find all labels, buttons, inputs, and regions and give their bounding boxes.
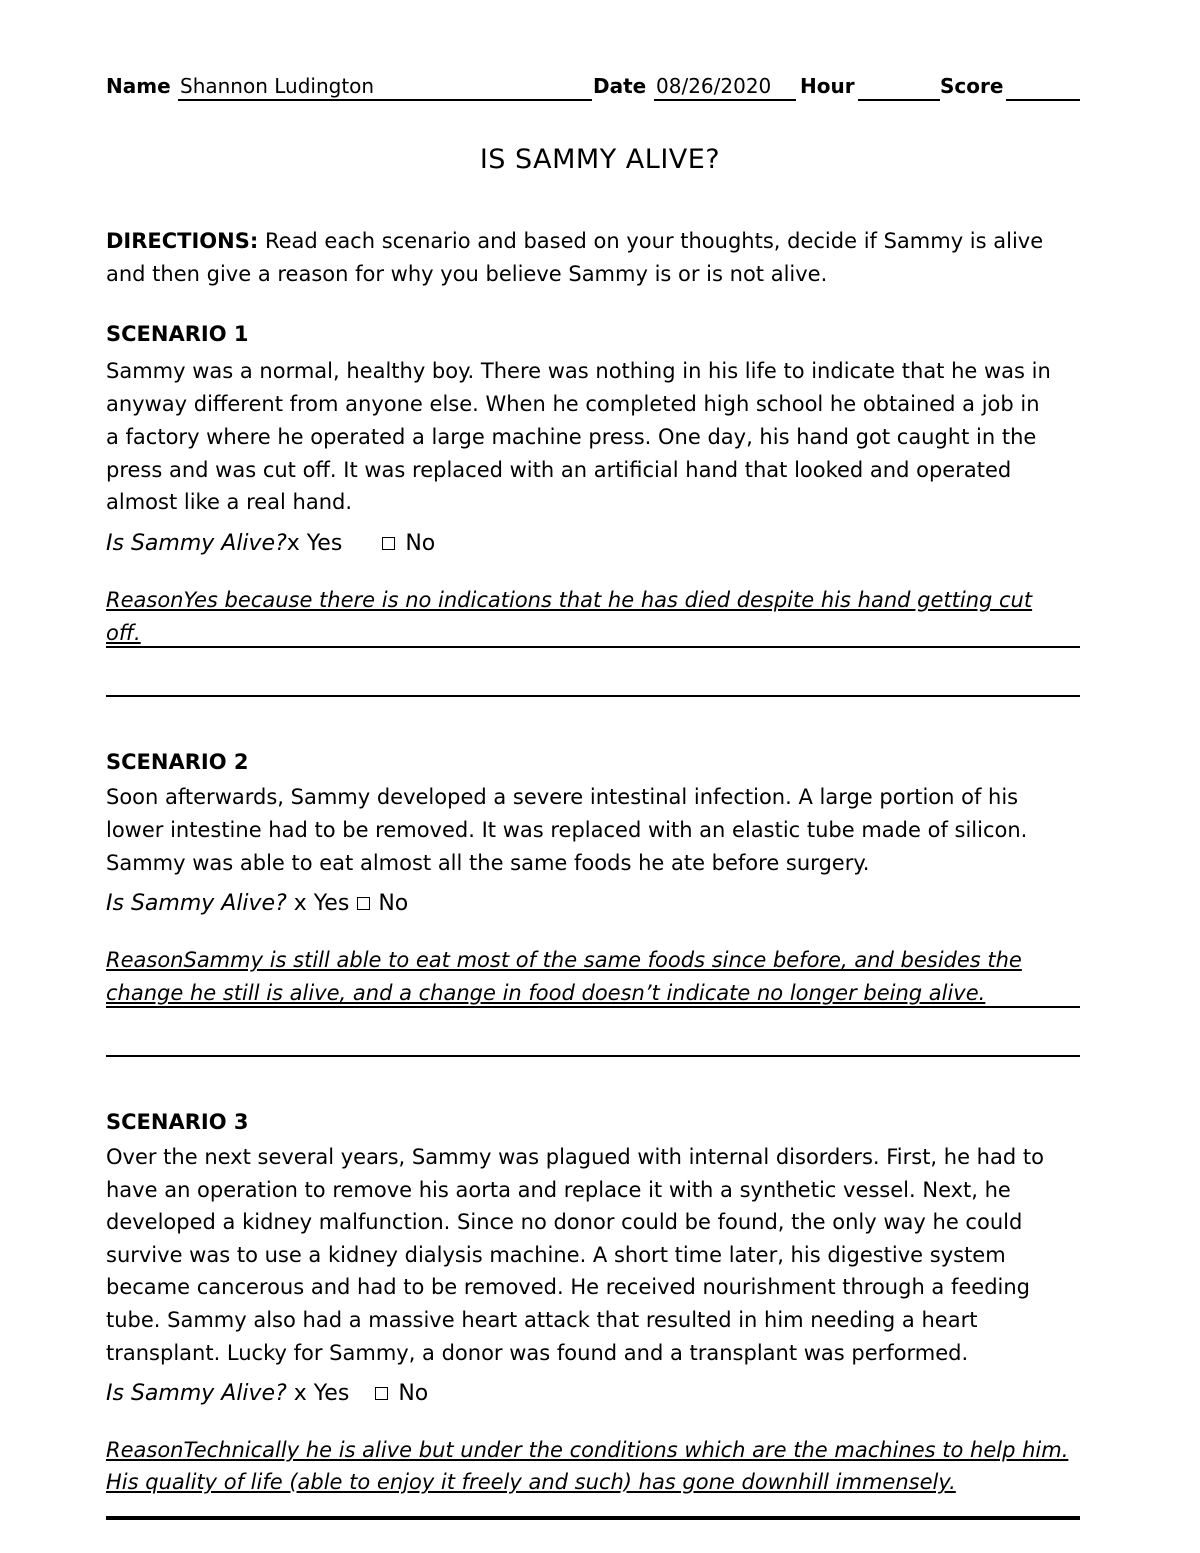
scenario-2-question-text: Is Sammy Alive? [106, 891, 287, 916]
scenario-2-heading: SCENARIO 2 [106, 750, 249, 774]
scenario-2-no-option[interactable]: No [378, 891, 409, 916]
scenario-1-reason-line-1[interactable] [106, 588, 1032, 612]
score-label: Score [940, 74, 1004, 98]
scenario-1-line: a factory where he operated a large machine press. One day, his hand got caught in the [106, 425, 1037, 449]
scenario-2-no-checkbox[interactable] [357, 897, 370, 910]
scenario-3-no-checkbox[interactable] [375, 1387, 388, 1400]
scenario-2-reason-line-1[interactable] [106, 948, 1022, 972]
scenario-1-line: anyway different from anyone else. When he completed high school he obtained a job in [106, 392, 1040, 416]
scenario-1-no-checkbox[interactable] [382, 537, 395, 550]
scenario-2-question [106, 891, 408, 916]
scenario-3-question-text: Is Sammy Alive? [106, 1381, 287, 1406]
scenario-2-reason-label: Reason [106, 948, 184, 972]
scenario-3-line: transplant. Lucky for Sammy, a donor was found and a transplant was performed. [106, 1341, 969, 1365]
scenario-3-line: tube. Sammy also had a massive heart attack that resulted in him needing a heart [106, 1308, 978, 1332]
scenario-1-no-option[interactable]: No [405, 531, 436, 556]
scenario-1-answer-rule [106, 646, 1080, 648]
directions-line-2: and then give a reason for why you believe Sammy is or is not alive. [106, 262, 828, 286]
scenario-2-reason-line-2[interactable]: change he still is alive, and a change in food doesn’t indicate no longer being alive. [106, 981, 986, 1005]
scenario-1-question-text: Is Sammy Alive? [106, 531, 287, 556]
scenario-3-line: developed a kidney malfunction. Since no donor could be found, the only way he could [106, 1210, 1023, 1234]
directions-line-1 [106, 225, 1043, 258]
directions-text-1: Read each scenario and based on your thoughts, decide if Sammy is alive [264, 229, 1044, 253]
scenario-3-answer-rule[interactable] [106, 1516, 1080, 1520]
scenario-1-reason-line-2[interactable]: off. [106, 621, 141, 645]
date-label: Date [593, 74, 647, 98]
scenario-2-reason-text: Sammy is still able to eat most of the same foods since before, and besides the [183, 948, 1022, 972]
scenario-3-line: have an operation to remove his aorta and replace it with a synthetic vessel. Next, he [106, 1178, 1011, 1202]
scenario-3-reason-line-2[interactable]: His quality of life (able to enjoy it freely and such) has gone downhill immensely. [106, 1470, 956, 1494]
date-field[interactable]: 08/26/2020 [656, 74, 772, 98]
name-field[interactable]: Shannon Ludington [180, 74, 375, 98]
scenario-1-reason-text: Yes because there is no indications that he has died despite his hand getting cut [183, 588, 1033, 612]
scenario-1-yes-option[interactable]: x Yes [286, 531, 343, 556]
scenario-2-yes-option[interactable]: x Yes [293, 891, 350, 916]
scenario-2-answer-rule [106, 1006, 1080, 1008]
date-underline [654, 99, 796, 101]
scenario-3-line: Over the next several years, Sammy was plagued with internal disorders. First, he had to [106, 1145, 1044, 1169]
scenario-1-line: Sammy was a normal, healthy boy. There was nothing in his life to indicate that he was in [106, 359, 1051, 383]
scenario-1-answer-rule[interactable] [106, 695, 1080, 697]
scenario-1-question [106, 531, 435, 556]
scenario-1-reason-label: Reason [106, 588, 184, 612]
worksheet-header [106, 74, 1080, 102]
scenario-1-line: press and was cut off. It was replaced with an artificial hand that looked and operated [106, 458, 1012, 482]
scenario-3-heading: SCENARIO 3 [106, 1110, 249, 1134]
scenario-3-yes-option[interactable]: x Yes [293, 1381, 350, 1406]
hour-label: Hour [800, 74, 855, 98]
scenario-3-reason-label: Reason [106, 1438, 184, 1462]
page-title: IS SAMMY ALIVE? [479, 144, 721, 175]
scenario-3-line: became cancerous and had to be removed. He received nourishment through a feeding [106, 1275, 1031, 1299]
name-underline [178, 99, 592, 101]
scenario-3-reason-line-1[interactable] [106, 1438, 1068, 1462]
name-label: Name [106, 74, 171, 98]
scenario-1-line: almost like a real hand. [106, 490, 353, 514]
scenario-3-question [106, 1381, 428, 1406]
directions-label: DIRECTIONS: [106, 229, 259, 253]
scenario-3-line: survive was to use a kidney dialysis machine. A short time later, his digestive system [106, 1243, 1006, 1267]
scenario-2-line: lower intestine had to be removed. It was replaced with an elastic tube made of silicon. [106, 818, 1028, 842]
score-field[interactable] [1006, 99, 1080, 101]
scenario-2-line: Sammy was able to eat almost all the same foods he ate before surgery. [106, 851, 870, 875]
scenario-2-answer-rule[interactable] [106, 1055, 1080, 1057]
scenario-3-reason-text: Technically he is alive but under the conditions which are the machines to help him. [183, 1438, 1069, 1462]
hour-field[interactable] [858, 99, 940, 101]
scenario-1-heading: SCENARIO 1 [106, 322, 249, 346]
scenario-3-no-option[interactable]: No [398, 1381, 429, 1406]
scenario-2-line: Soon afterwards, Sammy developed a severe intestinal infection. A large portion of his [106, 785, 1019, 809]
